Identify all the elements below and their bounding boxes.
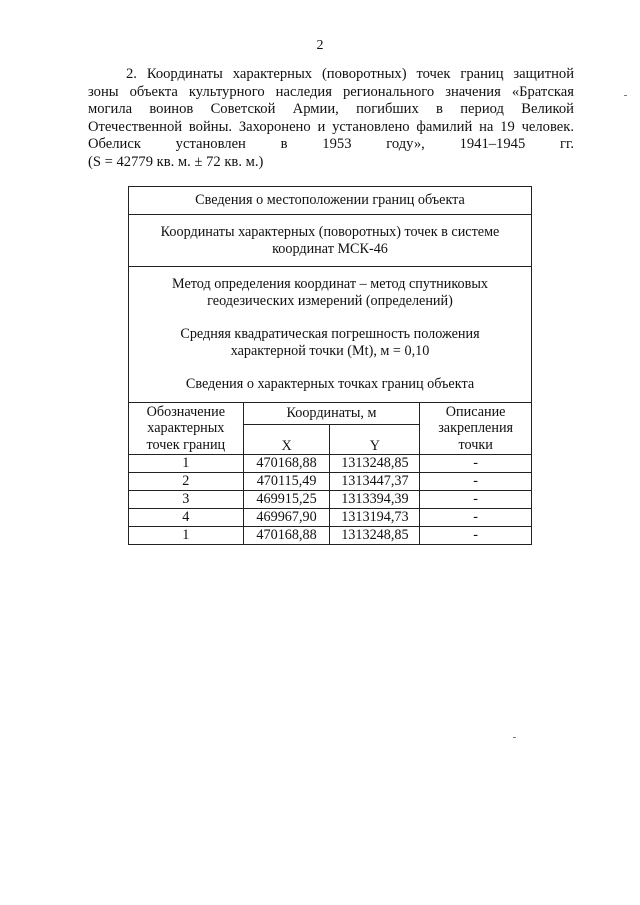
point-cell: 1: [129, 527, 244, 545]
points-info-line: Сведения о характерных точках границ объекта: [185, 376, 475, 393]
table-row: [129, 455, 532, 473]
description-cell: -: [420, 455, 532, 473]
x-cell: 470115,49: [243, 473, 330, 491]
table-title: Сведения о местоположении границ объекта: [129, 187, 532, 215]
point-cell: 4: [129, 509, 244, 527]
paragraph-line: Обелиск установлен в 1953 году», 1941–1945 гг.: [88, 136, 574, 153]
scan-speck: [513, 737, 516, 738]
description-header-line: закрепления: [438, 420, 514, 437]
method-line: Метод определения координат – метод спутниковых: [172, 276, 488, 293]
paragraph-line: Отечественной войны. Захоронено и установлено фамилий на 19 человек.: [88, 118, 574, 135]
description-header-line: точки: [458, 436, 493, 453]
description-header-line: Описание: [445, 403, 506, 420]
coordinate-system-cell: [129, 215, 532, 267]
description-cell: -: [420, 473, 532, 491]
y-cell: 1313447,37: [330, 473, 420, 491]
x-header: X: [243, 425, 330, 455]
method-line: геодезических измерений (определений): [207, 292, 453, 309]
point-cell: 2: [129, 473, 244, 491]
y-cell: 1313394,39: [330, 491, 420, 509]
x-cell: 469967,90: [243, 509, 330, 527]
designation-header-line: характерных: [147, 420, 225, 437]
table-row: [129, 491, 532, 509]
designation-header-line: Обозначение: [146, 403, 226, 420]
y-cell: 1313248,85: [330, 455, 420, 473]
x-cell: 470168,88: [243, 527, 330, 545]
x-cell: 469915,25: [243, 491, 330, 509]
description-cell: -: [420, 527, 532, 545]
coordinates-table: [128, 186, 532, 545]
description-cell: -: [420, 509, 532, 527]
table-row: [129, 473, 532, 491]
description-header: [420, 403, 532, 455]
description-cell: -: [420, 491, 532, 509]
x-cell: 470168,88: [243, 455, 330, 473]
accuracy-line: характерной точки (Mt), м = 0,10: [230, 342, 430, 359]
accuracy-line: Средняя квадратическая погрешность положения: [180, 326, 480, 343]
point-cell: 3: [129, 491, 244, 509]
scan-speck: [624, 95, 627, 96]
coordinates-header: Координаты, м: [243, 403, 420, 425]
coordinate-system-line: координат МСК-46: [272, 240, 388, 257]
table-row: [129, 527, 532, 545]
designation-header: [129, 403, 244, 455]
section-paragraph: [88, 66, 574, 172]
designation-header-line: точек границ: [146, 436, 226, 453]
point-cell: 1: [129, 455, 244, 473]
table-row: [129, 509, 532, 527]
page-number: 2: [316, 38, 324, 53]
paragraph-line: могила воинов Советской Армии, погибших в период Великой: [88, 101, 574, 118]
paragraph-line: 2. Координаты характерных (поворотных) точек границ защитной: [126, 66, 574, 82]
y-header: Y: [330, 425, 420, 455]
paragraph-line: зоны объекта культурного наследия регионального значения «Братская: [88, 83, 574, 100]
y-cell: 1313248,85: [330, 527, 420, 545]
method-cell: [129, 267, 532, 403]
paragraph-line: (S = 42779 кв. м. ± 72 кв. м.): [88, 153, 264, 170]
y-cell: 1313194,73: [330, 509, 420, 527]
coordinate-system-line: Координаты характерных (поворотных) точек в системе: [160, 224, 500, 240]
